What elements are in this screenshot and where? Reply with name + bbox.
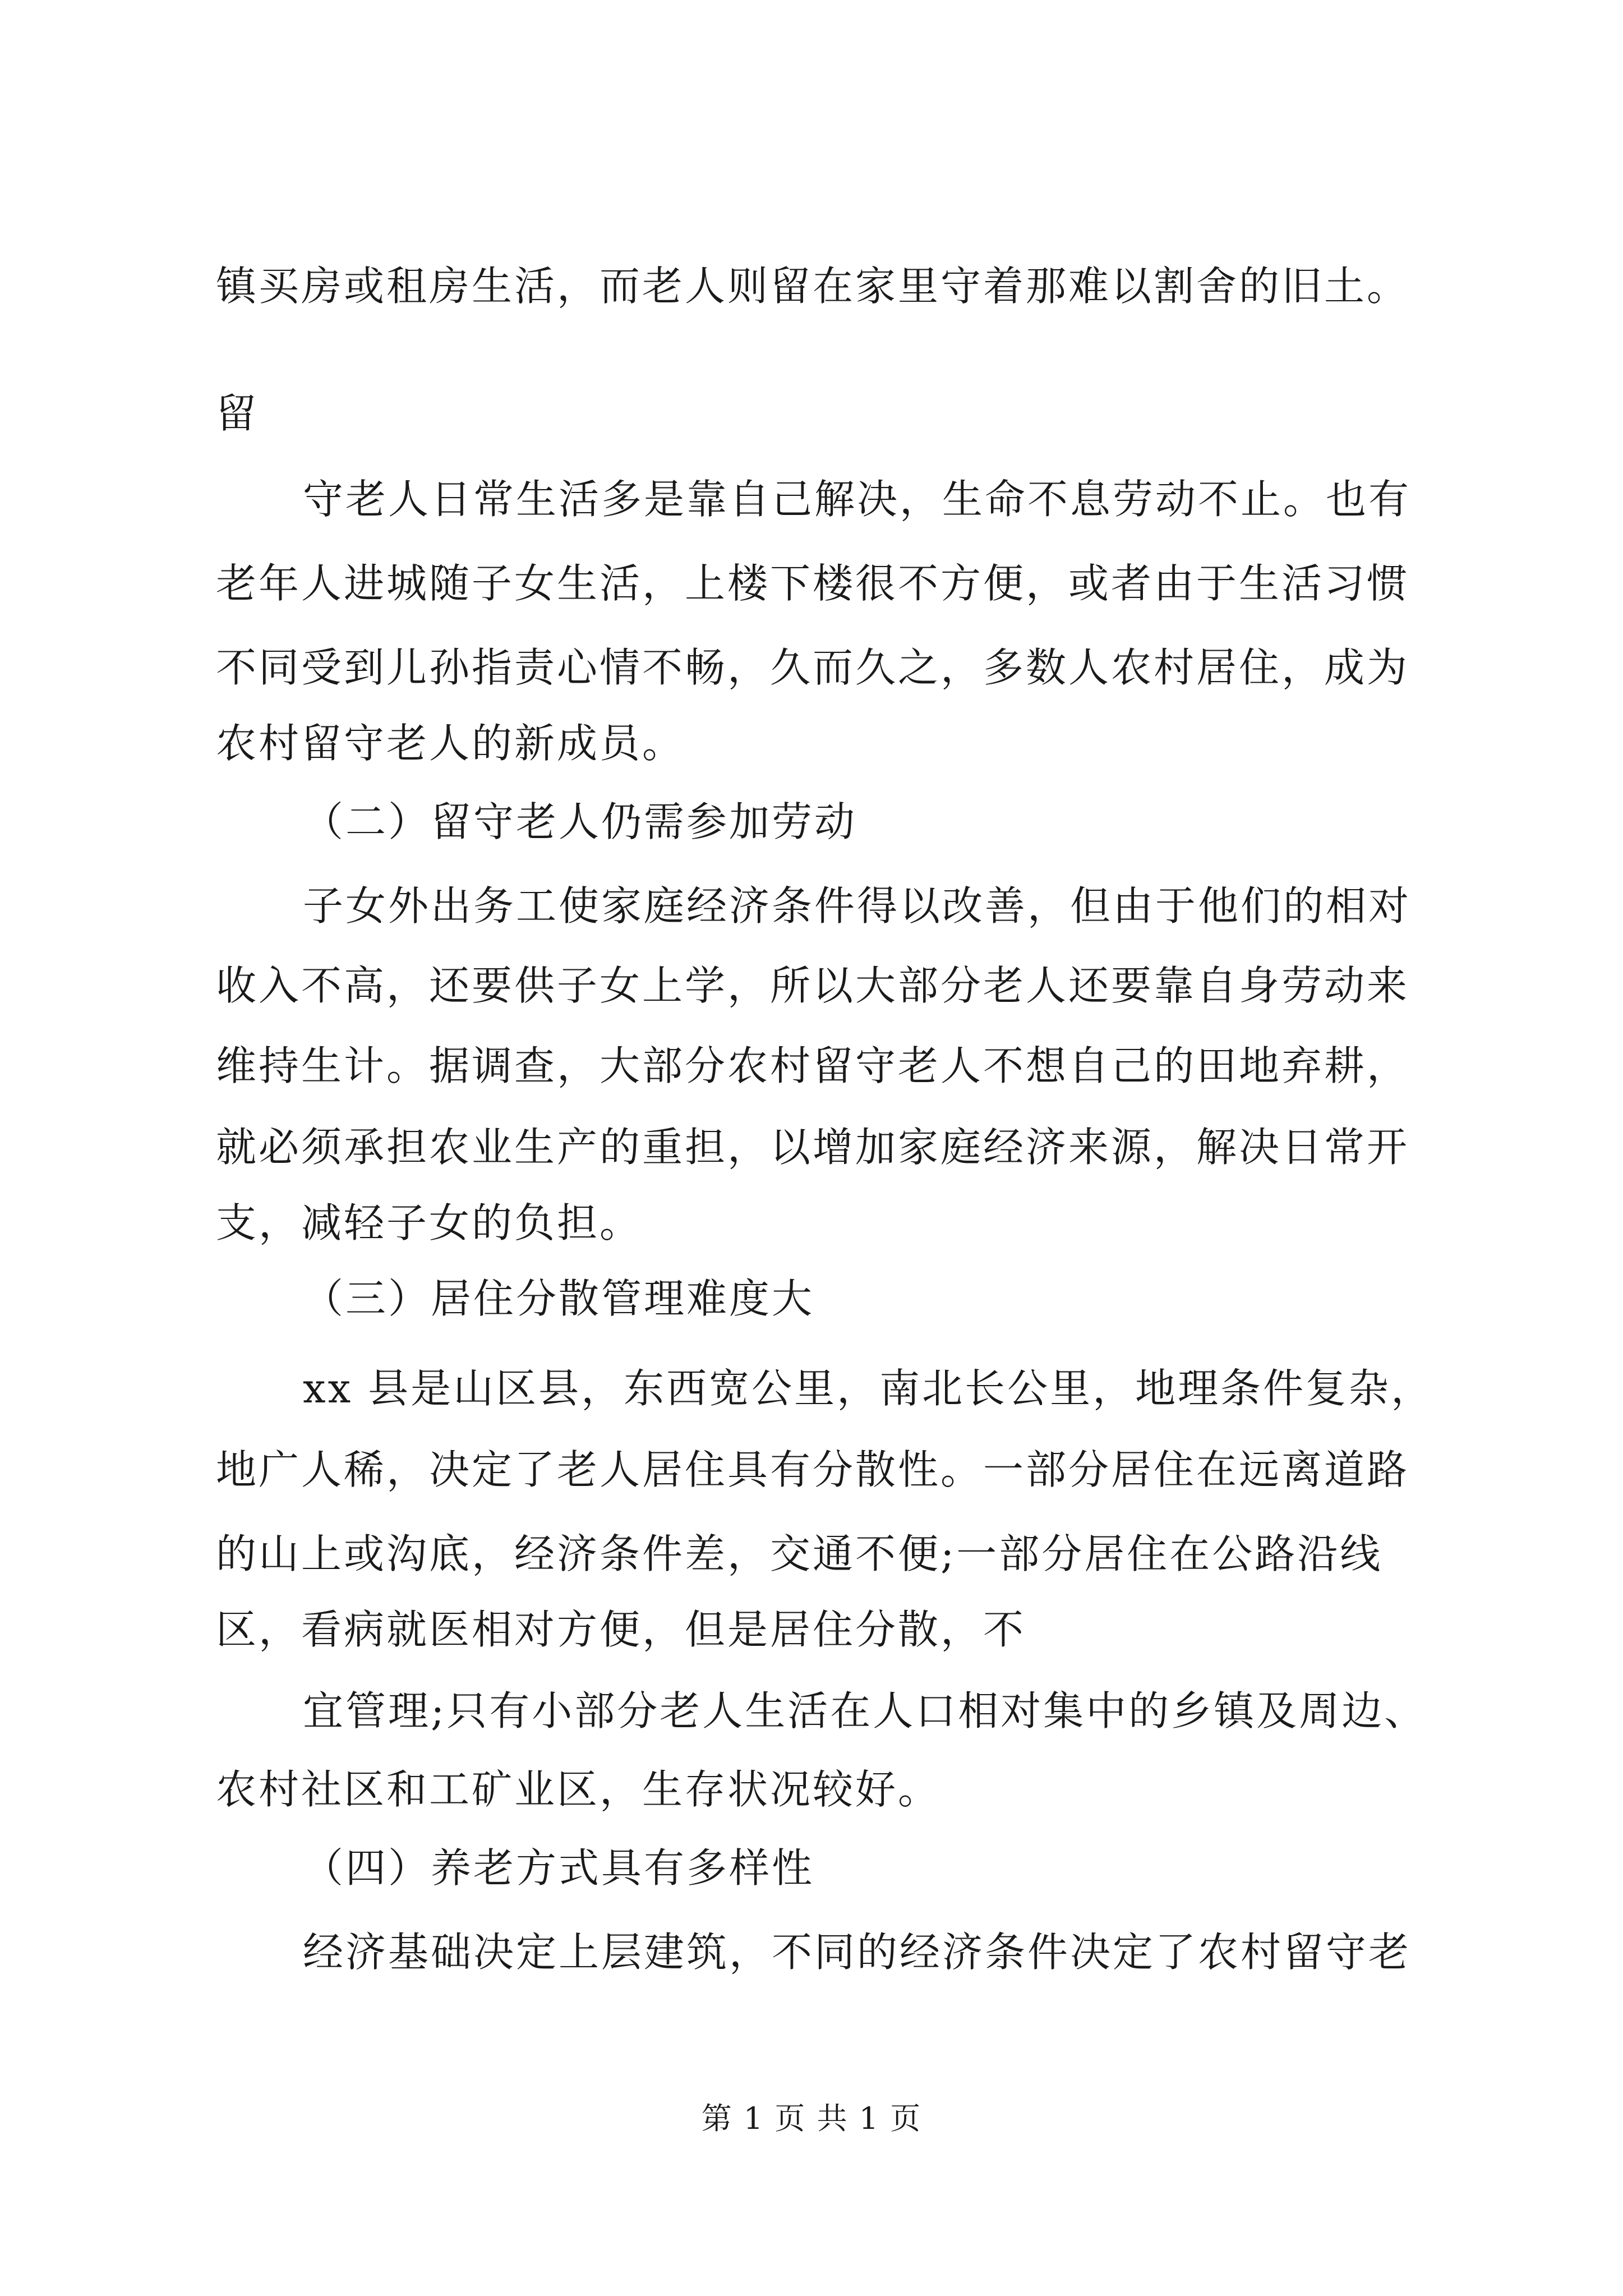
text-line: 不同受到儿孙指责心情不畅，久而久之，多数人农村居住，成为 (216, 644, 1410, 691)
text-line: 子女外出务工使家庭经济条件得以改善，但由于他们的相对 (303, 882, 1412, 930)
text-line: 农村留守老人的新成员。 (216, 720, 685, 767)
text-line: 守老人日常生活多是靠自己解决，生命不息劳动不止。也有 (303, 476, 1412, 523)
text-line: 支，减轻子女的负担。 (216, 1199, 643, 1246)
page-footer: 第 1 页 共 1 页 (701, 2101, 922, 2136)
text-line: 农村社区和工矿业区，生存状况较好。 (216, 1766, 941, 1813)
text-line: 维持生计。据调查，大部分农村留守老人不想自己的田地弃耕， (216, 1042, 1410, 1089)
text-line: 收入不高，还要供子女上学，所以大部分老人还要靠自身劳动来 (216, 962, 1410, 1009)
text-line: 就必须承担农业生产的重担，以增加家庭经济来源，解决日常开 (216, 1124, 1410, 1171)
section-heading: （四）养老方式具有多样性 (303, 1844, 815, 1892)
text-line: 的山上或沟底，经济条件差，交通不便;一部分居住在公路沿线 (216, 1530, 1383, 1577)
text-line: 区，看病就医相对方便，但是居住分散，不 (216, 1606, 1026, 1653)
text-line: 老年人进城随子女生活，上楼下楼很不方便，或者由于生活习惯 (216, 560, 1410, 607)
text-line: xx 县是山区县，东西宽公里，南北长公里，地理条件复杂， (303, 1365, 1434, 1412)
text-line: 留 (216, 390, 259, 437)
text-line: 宜管理;只有小部分老人生活在人口相对集中的乡镇及周边、 (303, 1687, 1427, 1734)
text-line: 地广人稀，决定了老人居住具有分散性。一部分居住在远离道路 (216, 1446, 1410, 1493)
text-line: 经济基础决定上层建筑，不同的经济条件决定了农村留守老 (303, 1929, 1412, 1976)
section-heading: （三）居住分散管理难度大 (303, 1275, 815, 1322)
text-line: 镇买房或租房生活，而老人则留在家里守着那难以割舍的旧土。 (216, 263, 1410, 310)
section-heading: （二）留守老人仍需参加劳动 (303, 798, 857, 845)
